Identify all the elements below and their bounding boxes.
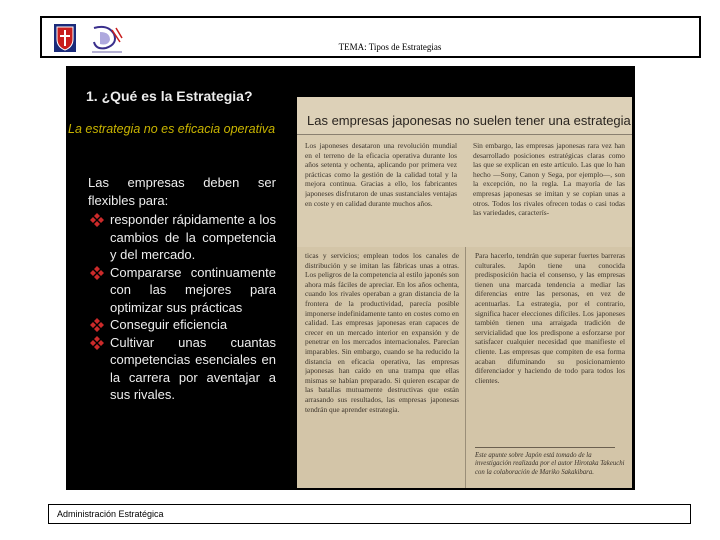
- page-title: TEMA: Tipos de Estrategias: [338, 42, 442, 52]
- bullet-text: Compararse continuamente con las mejores para optimizar sus prácticas: [110, 264, 276, 315]
- diamond-cluster-icon: [90, 336, 104, 350]
- bullet-item: [90, 316, 276, 334]
- slide-image: [66, 66, 635, 490]
- footer-text: Administración Estratégica: [57, 509, 164, 519]
- article-headline: Las empresas japonesas no suelen tener una estrategia: [307, 113, 631, 128]
- bullet-text: responder rápidamente a los cambios de la competencia y del mercado.: [110, 212, 276, 262]
- header-bar: [40, 16, 701, 58]
- slide-subtitle: La estrategia no es eficacia operativa: [68, 122, 276, 136]
- diamond-cluster-icon: [90, 318, 104, 332]
- bullet-item: [90, 264, 276, 317]
- bullet-list: [90, 211, 276, 404]
- article-header: [297, 97, 632, 135]
- article-column-4: Para hacerlo, tendrán que superar fuertes barreras culturales. Japón tiene una conocida predisposición hacia el consenso, y las empresas tienen una marcada tendencia a mediar las diferencias entre las personas, en vez de acentuarlas. La estrategia, por el contrario, significa hacer elecciones difíciles. Los japoneses también tienen una arraigada tradición de servicialidad que los predispone a esforzarse por satisfacer cualquier necesidad que manifieste el cliente. Las empresas que compiten de esa forma acaban difuminando su posicionamiento diferenciador y haciendo de todo para todos los clientes.: [475, 251, 625, 385]
- bullet-item: [90, 211, 276, 264]
- article-column-3: ticas y servicios; emplean todos los canales de distribución y se imitan las fábricas unas a otras. Los peligros de la competencia al estilo japonés son ahora más fáciles de apreciar. En los años ochenta, cuando los rivales operaban a gran distancia de la frontera de la productividad, parecía posible imponerse indefinidamente tanto en costes como en calidad. Las empresas japonesas eran capaces de crecer en un mercado interior en expansión y de penetrar en los mercados internacionales. Parecían imparables. Sin embargo, cuando se ha reducido la distancia en eficacia operativa, las empresas japonesas han caído en una trampa que ellas mismas se habían preparado. Si quieren escapar de las batallas mutuamente destructivas que están arrasando sus resultados, las empresas japonesas tendrán que aprender estrategia.: [305, 251, 459, 414]
- diamond-cluster-icon: [90, 266, 104, 280]
- scanned-article: [297, 97, 632, 488]
- footer-bar: [48, 504, 691, 524]
- faculty-logo: [90, 24, 124, 54]
- slide-title: 1. ¿Qué es la Estrategia?: [86, 88, 253, 104]
- article-footnote: Este apunte sobre Japón está tomado de la investigación realizada por el autor Hirotaka Takeuchi con la colaboración de Mariko Sakakibara.: [475, 452, 625, 476]
- bullet-text: Cultivar unas cuantas competencias esenciales en la carrera por aventajar a sus rivales.: [110, 334, 276, 402]
- diamond-cluster-icon: [90, 213, 104, 227]
- article-column-2: Sin embargo, las empresas japonesas rara vez han desarrollado posiciones estratégicas claras como las que se explican en este artículo. Las que lo han hecho —Sony, Canon y Sega, por ejemplo—, son la excepción, no la regla. La mayoría de las empresas japonesas se imitan y se copian unas a otros. Todos los rivales ofrecen todas o casi todas las variedades, caracterís-: [473, 141, 625, 218]
- note-divider: [475, 447, 615, 448]
- bullet-item: [90, 334, 276, 404]
- column-divider: [465, 247, 466, 488]
- institution-shield-logo: [54, 24, 76, 52]
- intro-text: Las empresas deben ser flexibles para:: [88, 175, 276, 208]
- article-column-1: Los japoneses desataron una revolución mundial en el terreno de la eficacia operativa durante los años setenta y ochenta, aplicando por primera vez prácticas como la gestión de la calidad total y la mejora continua. Gracias a ello, los fabricantes japoneses disfrutaron de unas sustanciales ventajas en coste y en calidad durante muchos años.: [305, 141, 457, 208]
- bullet-text: Conseguir eficiencia: [110, 317, 228, 332]
